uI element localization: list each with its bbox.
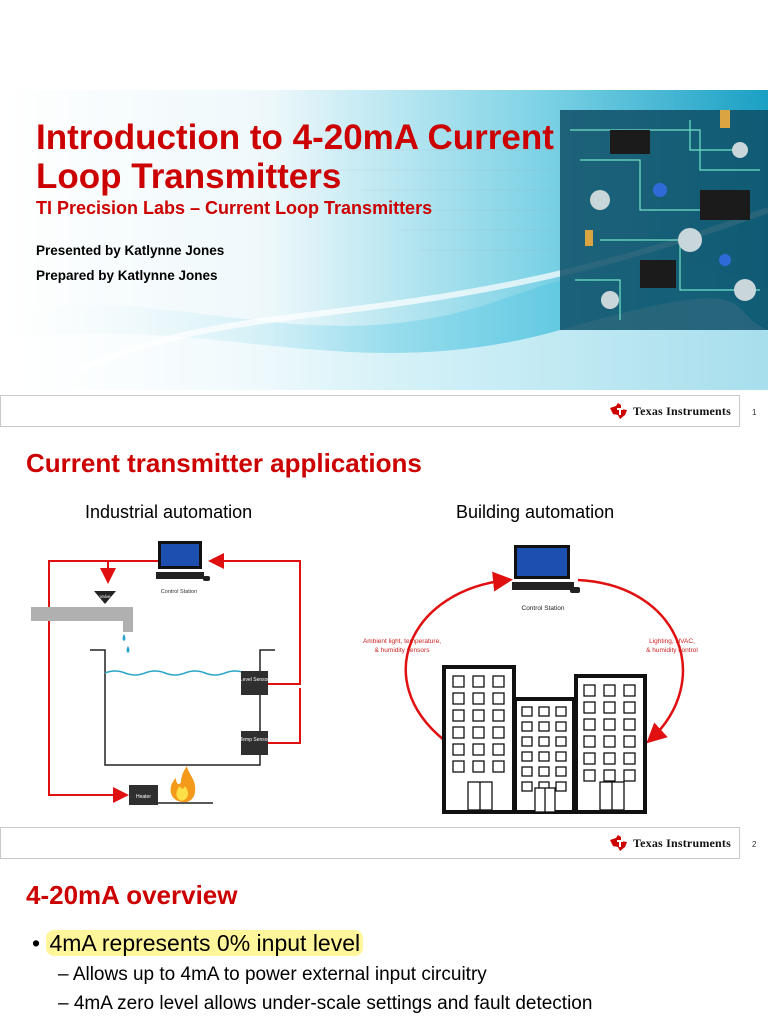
slide-footer: [0, 395, 740, 427]
sub-bullet-item: – 4mA zero level allows under-scale settings and fault detection: [58, 993, 593, 1014]
building-window: [473, 693, 484, 704]
building-window: [539, 767, 549, 776]
slide-title: Current transmitter applications: [26, 448, 422, 478]
building-window: [453, 761, 464, 772]
building-window: [453, 676, 464, 687]
building-window: [522, 737, 532, 746]
building-window: [556, 767, 566, 776]
computer-icon: [156, 541, 210, 581]
building-window: [493, 761, 504, 772]
ti-logo: [609, 403, 731, 419]
building-window: [453, 693, 464, 704]
building-window: [473, 710, 484, 721]
building-window: [453, 727, 464, 738]
level-sensor: [241, 671, 268, 695]
slide-footer: [0, 827, 740, 859]
building-window: [493, 727, 504, 738]
level-sensor-label: Level Sensor: [239, 677, 270, 683]
building-window: [604, 685, 615, 696]
industrial-diagram: [31, 541, 300, 805]
control-label-line1: Lighting, HVAC,: [649, 638, 695, 645]
slide-title: 4-20mA overview: [26, 880, 238, 910]
building-window: [493, 744, 504, 755]
building-window: [539, 707, 549, 716]
ti-brand-text: Texas Instruments: [633, 403, 731, 418]
building-window: [624, 753, 635, 764]
applications-diagram: [0, 530, 768, 820]
highlighted-bullet-text: 4mA represents 0% input level: [46, 930, 363, 956]
building-window: [604, 736, 615, 747]
building-window: [539, 722, 549, 731]
building-window: [604, 770, 615, 781]
building-window: [624, 719, 635, 730]
building-window: [624, 736, 635, 747]
heater-label: Heater: [135, 794, 152, 800]
ti-chip-icon: [609, 835, 629, 851]
building-control-station-label: Control Station: [521, 605, 565, 612]
control-label-line2: & humidity control: [646, 647, 698, 654]
building-window: [584, 702, 595, 713]
building-window: [522, 767, 532, 776]
building-window: [453, 710, 464, 721]
building-window: [522, 707, 532, 716]
building-window: [556, 737, 566, 746]
building-window: [556, 707, 566, 716]
building-window: [473, 727, 484, 738]
building-window: [539, 752, 549, 761]
building-caption: Building automation: [456, 502, 615, 522]
ti-chip-icon: [609, 403, 629, 419]
temp-sensor: [241, 731, 268, 755]
flame-icon: [171, 766, 196, 802]
sub-bullet-item: – Allows up to 4mA to power external input circuitry: [58, 964, 487, 985]
valve-label: Valve: [99, 594, 111, 599]
building-window: [522, 782, 532, 791]
building-window: [604, 702, 615, 713]
building-window: [604, 719, 615, 730]
page-number: 2: [752, 840, 757, 849]
building-window: [624, 685, 635, 696]
building-window: [493, 710, 504, 721]
bullet-item: • 4mA represents 0% input level: [32, 930, 363, 957]
building-window: [624, 702, 635, 713]
building-window: [522, 722, 532, 731]
building-window: [624, 770, 635, 781]
building-window: [493, 676, 504, 687]
building-window: [604, 753, 615, 764]
building-window: [473, 761, 484, 772]
building-window: [556, 752, 566, 761]
building-window: [584, 736, 595, 747]
presenter-line: Presented by Katlynne Jones: [36, 243, 225, 258]
building-window: [584, 770, 595, 781]
building-window: [584, 753, 595, 764]
ti-logo: [609, 835, 731, 851]
building-window: [453, 744, 464, 755]
slide-subtitle: TI Precision Labs – Current Loop Transmitters: [36, 198, 433, 218]
building-window: [473, 744, 484, 755]
building-window: [473, 676, 484, 687]
sensors-label-line2: & humidity sensors: [374, 647, 430, 654]
building-diagram: [363, 545, 698, 812]
slide-title: Introduction to 4-20mA Current Loop Transmitters: [36, 118, 554, 196]
page-number: 1: [752, 408, 757, 417]
ti-brand-text: Texas Instruments: [633, 835, 731, 850]
building-window: [556, 782, 566, 791]
building-window: [539, 737, 549, 746]
sensors-label-line1: Ambient light, temperature,: [362, 638, 442, 645]
title-slide: [0, 0, 768, 392]
building-window: [556, 722, 566, 731]
building-window: [522, 752, 532, 761]
building-window: [584, 719, 595, 730]
industrial-control-station-label: Control Station: [160, 589, 198, 595]
building-window: [493, 693, 504, 704]
sub-bullet-text: 4mA zero level allows under-scale settings and fault detection: [73, 993, 593, 1014]
industrial-caption: Industrial automation: [85, 502, 253, 522]
building-window: [584, 685, 595, 696]
preparer-line: Prepared by Katlynne Jones: [36, 268, 218, 283]
computer-icon: [512, 545, 580, 593]
sub-bullet-text: Allows up to 4mA to power external input circuitry: [72, 964, 487, 985]
temp-sensor-label: Temp Sensor: [239, 737, 270, 743]
